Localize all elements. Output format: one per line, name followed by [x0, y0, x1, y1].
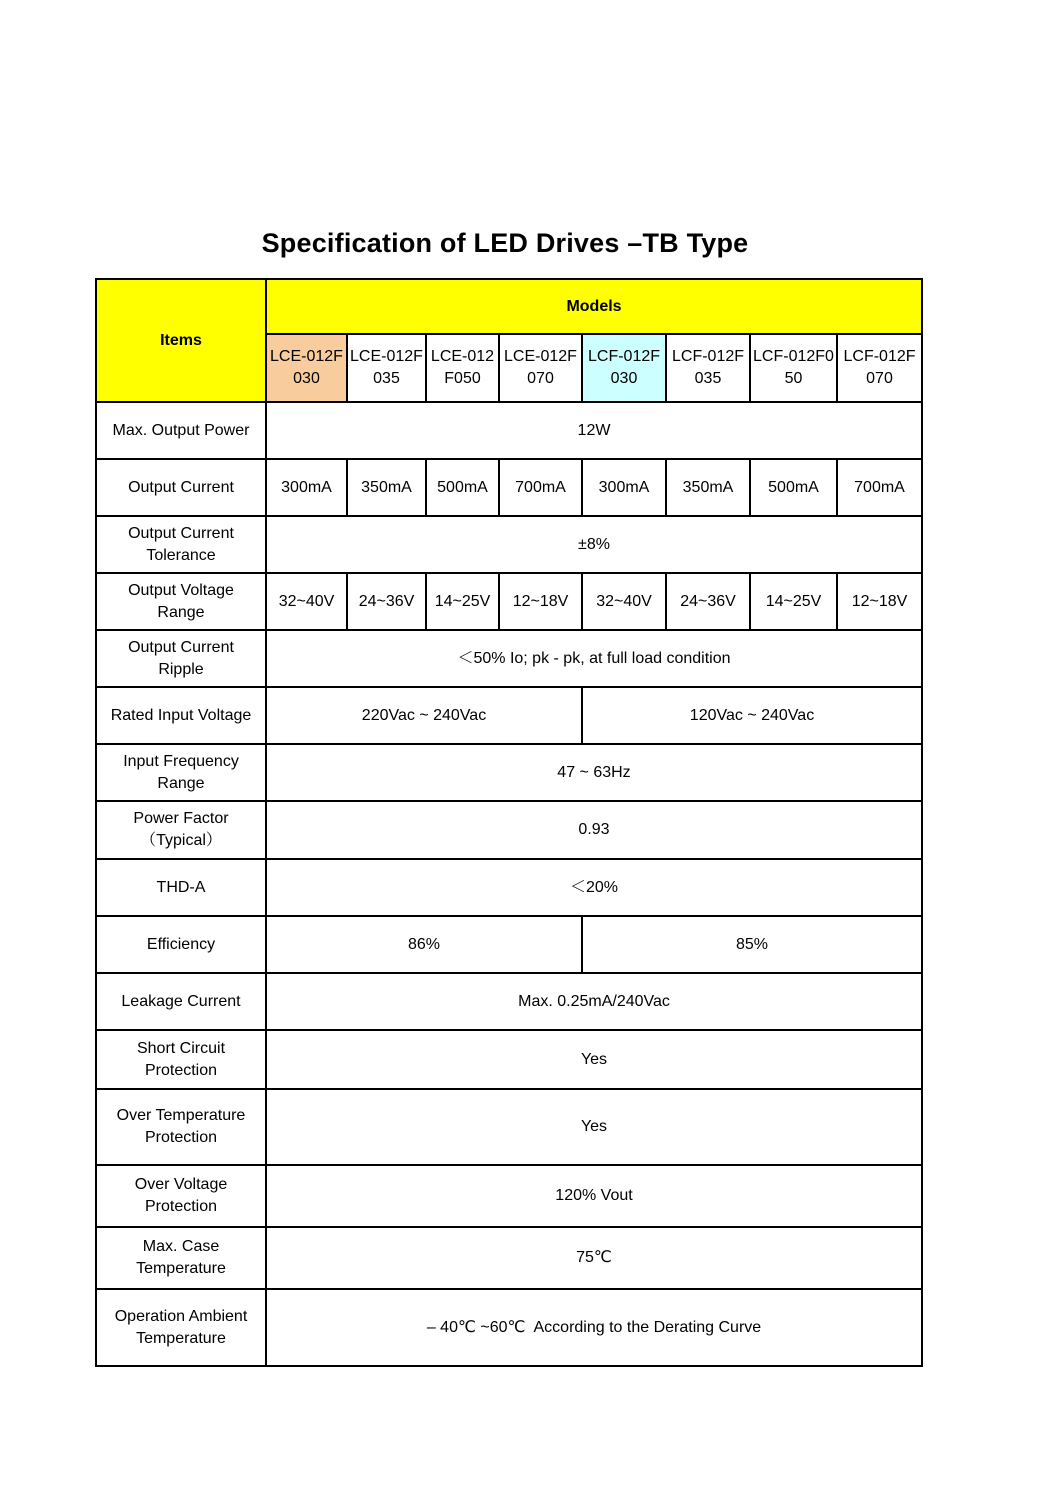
output-voltage-cell: 24~36V	[666, 573, 750, 630]
value-leakage-current: Max. 0.25mA/240Vac	[266, 973, 922, 1030]
label-thd-a: THD-A	[96, 859, 266, 916]
label-output-current-tolerance	[96, 516, 266, 573]
label-over-voltage-protection	[96, 1165, 266, 1227]
row-max-case-temperature	[96, 1227, 922, 1289]
label-line-1: Max. Case	[142, 1238, 220, 1255]
row-max-output-power	[96, 402, 922, 459]
label-line-1: Output Voltage	[128, 581, 234, 599]
row-output-current-tolerance	[96, 516, 922, 573]
label-line-1: Input Frequency	[123, 752, 239, 770]
row-rated-input-voltage	[96, 687, 922, 744]
label-short-circuit-protection	[96, 1030, 266, 1089]
label-line-2: Temperature	[136, 1260, 226, 1277]
value-output-current-tolerance: ±8%	[266, 516, 922, 573]
row-efficiency	[96, 916, 922, 973]
value-input-frequency-range: 47 ~ 63Hz	[266, 744, 922, 801]
value-thd-a: ＜20%	[266, 859, 922, 916]
label-line-2: Protection	[144, 1198, 218, 1215]
label-line-1: Short Circuit	[136, 1039, 226, 1057]
label-line-1: Over Voltage	[134, 1176, 228, 1193]
output-current-cell: 300mA	[266, 459, 347, 516]
output-current-cell: 300mA	[582, 459, 666, 516]
label-line-2: （Typical）	[140, 832, 222, 849]
output-voltage-cell: 32~40V	[266, 573, 347, 630]
label-output-voltage-range	[96, 573, 266, 630]
output-voltage-cell: 14~25V	[426, 573, 499, 630]
row-leakage-current	[96, 973, 922, 1030]
output-voltage-cell: 32~40V	[582, 573, 666, 630]
output-voltage-cell: 12~18V	[837, 573, 922, 630]
output-voltage-cell: 12~18V	[499, 573, 582, 630]
label-line-2: Range	[157, 774, 205, 792]
row-over-voltage-protection	[96, 1165, 922, 1227]
output-voltage-cell: 24~36V	[347, 573, 426, 630]
output-voltage-cell: 14~25V	[750, 573, 837, 630]
value-operation-ambient-temperature: – 40℃ ~60℃ According to the Derating Curve	[266, 1289, 922, 1366]
label-output-current: Output Current	[96, 459, 266, 516]
label-line-1: Power Factor	[133, 810, 229, 827]
value-rated-input-voltage-lcf: 120Vac ~ 240Vac	[582, 687, 922, 744]
value-efficiency-lce: 86%	[266, 916, 582, 973]
items-header: Items	[96, 279, 266, 402]
row-power-factor	[96, 801, 922, 859]
value-power-factor: 0.93	[266, 801, 922, 859]
label-line-2: Tolerance	[146, 546, 216, 564]
output-current-cell: 500mA	[426, 459, 499, 516]
model-lce-012f050: LCE-012F050	[426, 334, 499, 402]
label-rated-input-voltage: Rated Input Voltage	[96, 687, 266, 744]
label-line-1: Operation Ambient	[114, 1307, 248, 1325]
label-over-temperature-protection	[96, 1089, 266, 1165]
model-lce-012f030: LCE-012F030	[266, 334, 347, 402]
output-current-cell: 700mA	[837, 459, 922, 516]
output-current-cell: 350mA	[347, 459, 426, 516]
label-line-1: Output Current	[128, 638, 234, 656]
value-efficiency-lcf: 85%	[582, 916, 922, 973]
row-thd-a	[96, 859, 922, 916]
value-rated-input-voltage-lce: 220Vac ~ 240Vac	[266, 687, 582, 744]
label-line-2: Protection	[144, 1129, 218, 1146]
output-current-cell: 350mA	[666, 459, 750, 516]
label-leakage-current: Leakage Current	[96, 973, 266, 1030]
model-lcf-012f035: LCF-012F035	[666, 334, 750, 402]
model-lcf-012f070: LCF-012F070	[837, 334, 922, 402]
header-row-models	[96, 279, 922, 334]
model-lcf-012f030: LCF-012F030	[582, 334, 666, 402]
label-input-frequency-range	[96, 744, 266, 801]
label-operation-ambient-temperature	[96, 1289, 266, 1366]
label-line-2: Range	[157, 603, 205, 621]
label-efficiency: Efficiency	[96, 916, 266, 973]
spec-table	[95, 278, 923, 1367]
label-line-1: Output Current	[128, 524, 234, 542]
label-line-2: Ripple	[158, 660, 204, 678]
label-max-case-temperature	[96, 1227, 266, 1289]
value-output-current-ripple: ＜50% Io; pk - pk, at full load condition	[266, 630, 922, 687]
output-current-cell: 500mA	[750, 459, 837, 516]
row-short-circuit-protection	[96, 1030, 922, 1089]
label-output-current-ripple	[96, 630, 266, 687]
value-short-circuit-protection: Yes	[266, 1030, 922, 1089]
label-line-2: Temperature	[136, 1329, 226, 1347]
label-max-output-power: Max. Output Power	[96, 402, 266, 459]
value-over-voltage-protection: 120% Vout	[266, 1165, 922, 1227]
value-max-output-power: 12W	[266, 402, 922, 459]
model-lce-012f070: LCE-012F070	[499, 334, 582, 402]
row-output-current	[96, 459, 922, 516]
models-header: Models	[266, 279, 922, 334]
value-max-case-temperature: 75℃	[266, 1227, 922, 1289]
row-output-voltage-range	[96, 573, 922, 630]
row-output-current-ripple	[96, 630, 922, 687]
model-lcf-012f050: LCF-012F050	[750, 334, 837, 402]
label-line-2: Protection	[144, 1061, 218, 1079]
label-power-factor	[96, 801, 266, 859]
row-operation-ambient-temperature	[96, 1289, 922, 1366]
row-input-frequency-range	[96, 744, 922, 801]
model-lce-012f035: LCE-012F035	[347, 334, 426, 402]
row-over-temperature-protection	[96, 1089, 922, 1165]
label-line-1: Over Temperature	[116, 1107, 246, 1124]
output-current-cell: 700mA	[499, 459, 582, 516]
value-over-temperature-protection: Yes	[266, 1089, 922, 1165]
page-title: Specification of LED Drives –TB Type	[261, 228, 749, 258]
